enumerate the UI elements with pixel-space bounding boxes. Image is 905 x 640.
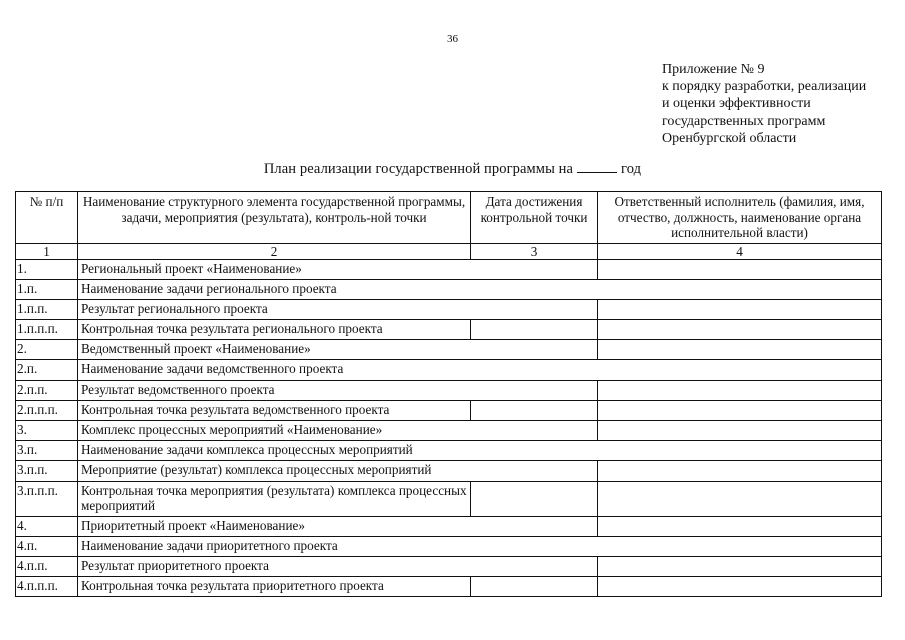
- row-code: 2.п.п.: [16, 380, 78, 400]
- row-name: Результат ведомственного проекта: [78, 380, 598, 400]
- row-name: Результат регионального проекта: [78, 299, 598, 319]
- column-number: 1: [16, 243, 78, 259]
- table-row: [16, 461, 882, 481]
- row-responsible-cell: [598, 380, 882, 400]
- row-name: Приоритетный проект «Наименование»: [78, 516, 598, 536]
- column-number: 4: [598, 243, 882, 259]
- row-name: Контрольная точка мероприятия (результата) комплекса процессных мероприятий: [78, 481, 471, 516]
- appendix-header: [662, 61, 866, 147]
- table-row: [16, 259, 882, 279]
- plan-table: [15, 191, 882, 597]
- row-responsible-cell: [598, 299, 882, 319]
- table-row: [16, 360, 882, 380]
- row-name: Комплекс процессных мероприятий «Наименование»: [78, 421, 598, 441]
- row-code: 2.: [16, 340, 78, 360]
- row-responsible-cell: [598, 461, 882, 481]
- page-number: 36: [447, 33, 458, 45]
- row-code: 1.: [16, 259, 78, 279]
- row-date-cell: [471, 481, 598, 516]
- table-row: [16, 299, 882, 319]
- table-row: [16, 279, 882, 299]
- row-code: 1.п.п.: [16, 299, 78, 319]
- plan-title-suffix: год: [621, 161, 642, 177]
- table-row: [16, 421, 882, 441]
- column-number: 2: [78, 243, 471, 259]
- table-row: [16, 340, 882, 360]
- appendix-line: Оренбургской области: [662, 130, 797, 146]
- plan-title-prefix: План реализации государственной программы на: [263, 161, 574, 177]
- row-code: 4.п.п.п.: [16, 577, 78, 597]
- row-responsible-cell: [598, 481, 882, 516]
- table-row: [16, 481, 882, 516]
- header-element-name: Наименование структурного элемента государственной программы, задачи, мероприятия (результата), контроль-ной точки: [78, 192, 471, 244]
- row-responsible-cell: [598, 577, 882, 597]
- row-responsible-cell: [598, 259, 882, 279]
- row-name: Контрольная точка результата ведомственного проекта: [78, 400, 471, 420]
- row-name: Контрольная точка результата приоритетного проекта: [78, 577, 471, 597]
- header-checkpoint-date: Дата достижения контрольной точки: [471, 192, 598, 244]
- table-row: [16, 441, 882, 461]
- table-row: [16, 556, 882, 576]
- row-name: Результат приоритетного проекта: [78, 556, 598, 576]
- plan-title: [0, 159, 905, 178]
- year-blank-line: [577, 159, 617, 173]
- row-responsible-cell: [598, 400, 882, 420]
- row-code: 3.п.: [16, 441, 78, 461]
- header-responsible: Ответственный исполнитель (фамилия, имя, отчество, должность, наименование органа исполнительной власти): [598, 192, 882, 244]
- row-name: Наименование задачи ведомственного проекта: [78, 360, 882, 380]
- row-code: 4.: [16, 516, 78, 536]
- row-name: Ведомственный проект «Наименование»: [78, 340, 598, 360]
- row-code: 2.п.п.п.: [16, 400, 78, 420]
- row-name: Мероприятие (результат) комплекса процессных мероприятий: [78, 461, 598, 481]
- table-row: [16, 536, 882, 556]
- row-name: Наименование задачи комплекса процессных мероприятий: [78, 441, 882, 461]
- row-code: 3.: [16, 421, 78, 441]
- row-code: 3.п.п.п.: [16, 481, 78, 516]
- table-row: [16, 380, 882, 400]
- row-code: 4.п.п.: [16, 556, 78, 576]
- row-responsible-cell: [598, 340, 882, 360]
- appendix-line: государственных программ: [662, 113, 826, 129]
- row-name: Региональный проект «Наименование»: [78, 259, 598, 279]
- table-row: [16, 577, 882, 597]
- row-code: 4.п.: [16, 536, 78, 556]
- column-number: 3: [471, 243, 598, 259]
- appendix-line: Приложение № 9: [662, 62, 765, 77]
- table-row: [16, 320, 882, 340]
- row-responsible-cell: [598, 320, 882, 340]
- header-number: № п/п: [16, 192, 78, 244]
- appendix-line: к порядку разработки, реализации: [662, 79, 867, 95]
- row-code: 1.п.п.п.: [16, 320, 78, 340]
- row-code: 1.п.: [16, 279, 78, 299]
- row-date-cell: [471, 320, 598, 340]
- table-row: [16, 400, 882, 420]
- appendix-line: и оценки эффективности: [662, 96, 811, 112]
- row-date-cell: [471, 577, 598, 597]
- row-responsible-cell: [598, 516, 882, 536]
- row-name: Наименование задачи регионального проекта: [78, 279, 882, 299]
- row-responsible-cell: [598, 556, 882, 576]
- row-name: Контрольная точка результата регионального проекта: [78, 320, 471, 340]
- table-header-row: [16, 192, 882, 244]
- row-code: 2.п.: [16, 360, 78, 380]
- row-date-cell: [471, 400, 598, 420]
- row-code: 3.п.п.: [16, 461, 78, 481]
- row-responsible-cell: [598, 421, 882, 441]
- row-name: Наименование задачи приоритетного проекта: [78, 536, 882, 556]
- table-row: [16, 516, 882, 536]
- column-number-row: [16, 243, 882, 259]
